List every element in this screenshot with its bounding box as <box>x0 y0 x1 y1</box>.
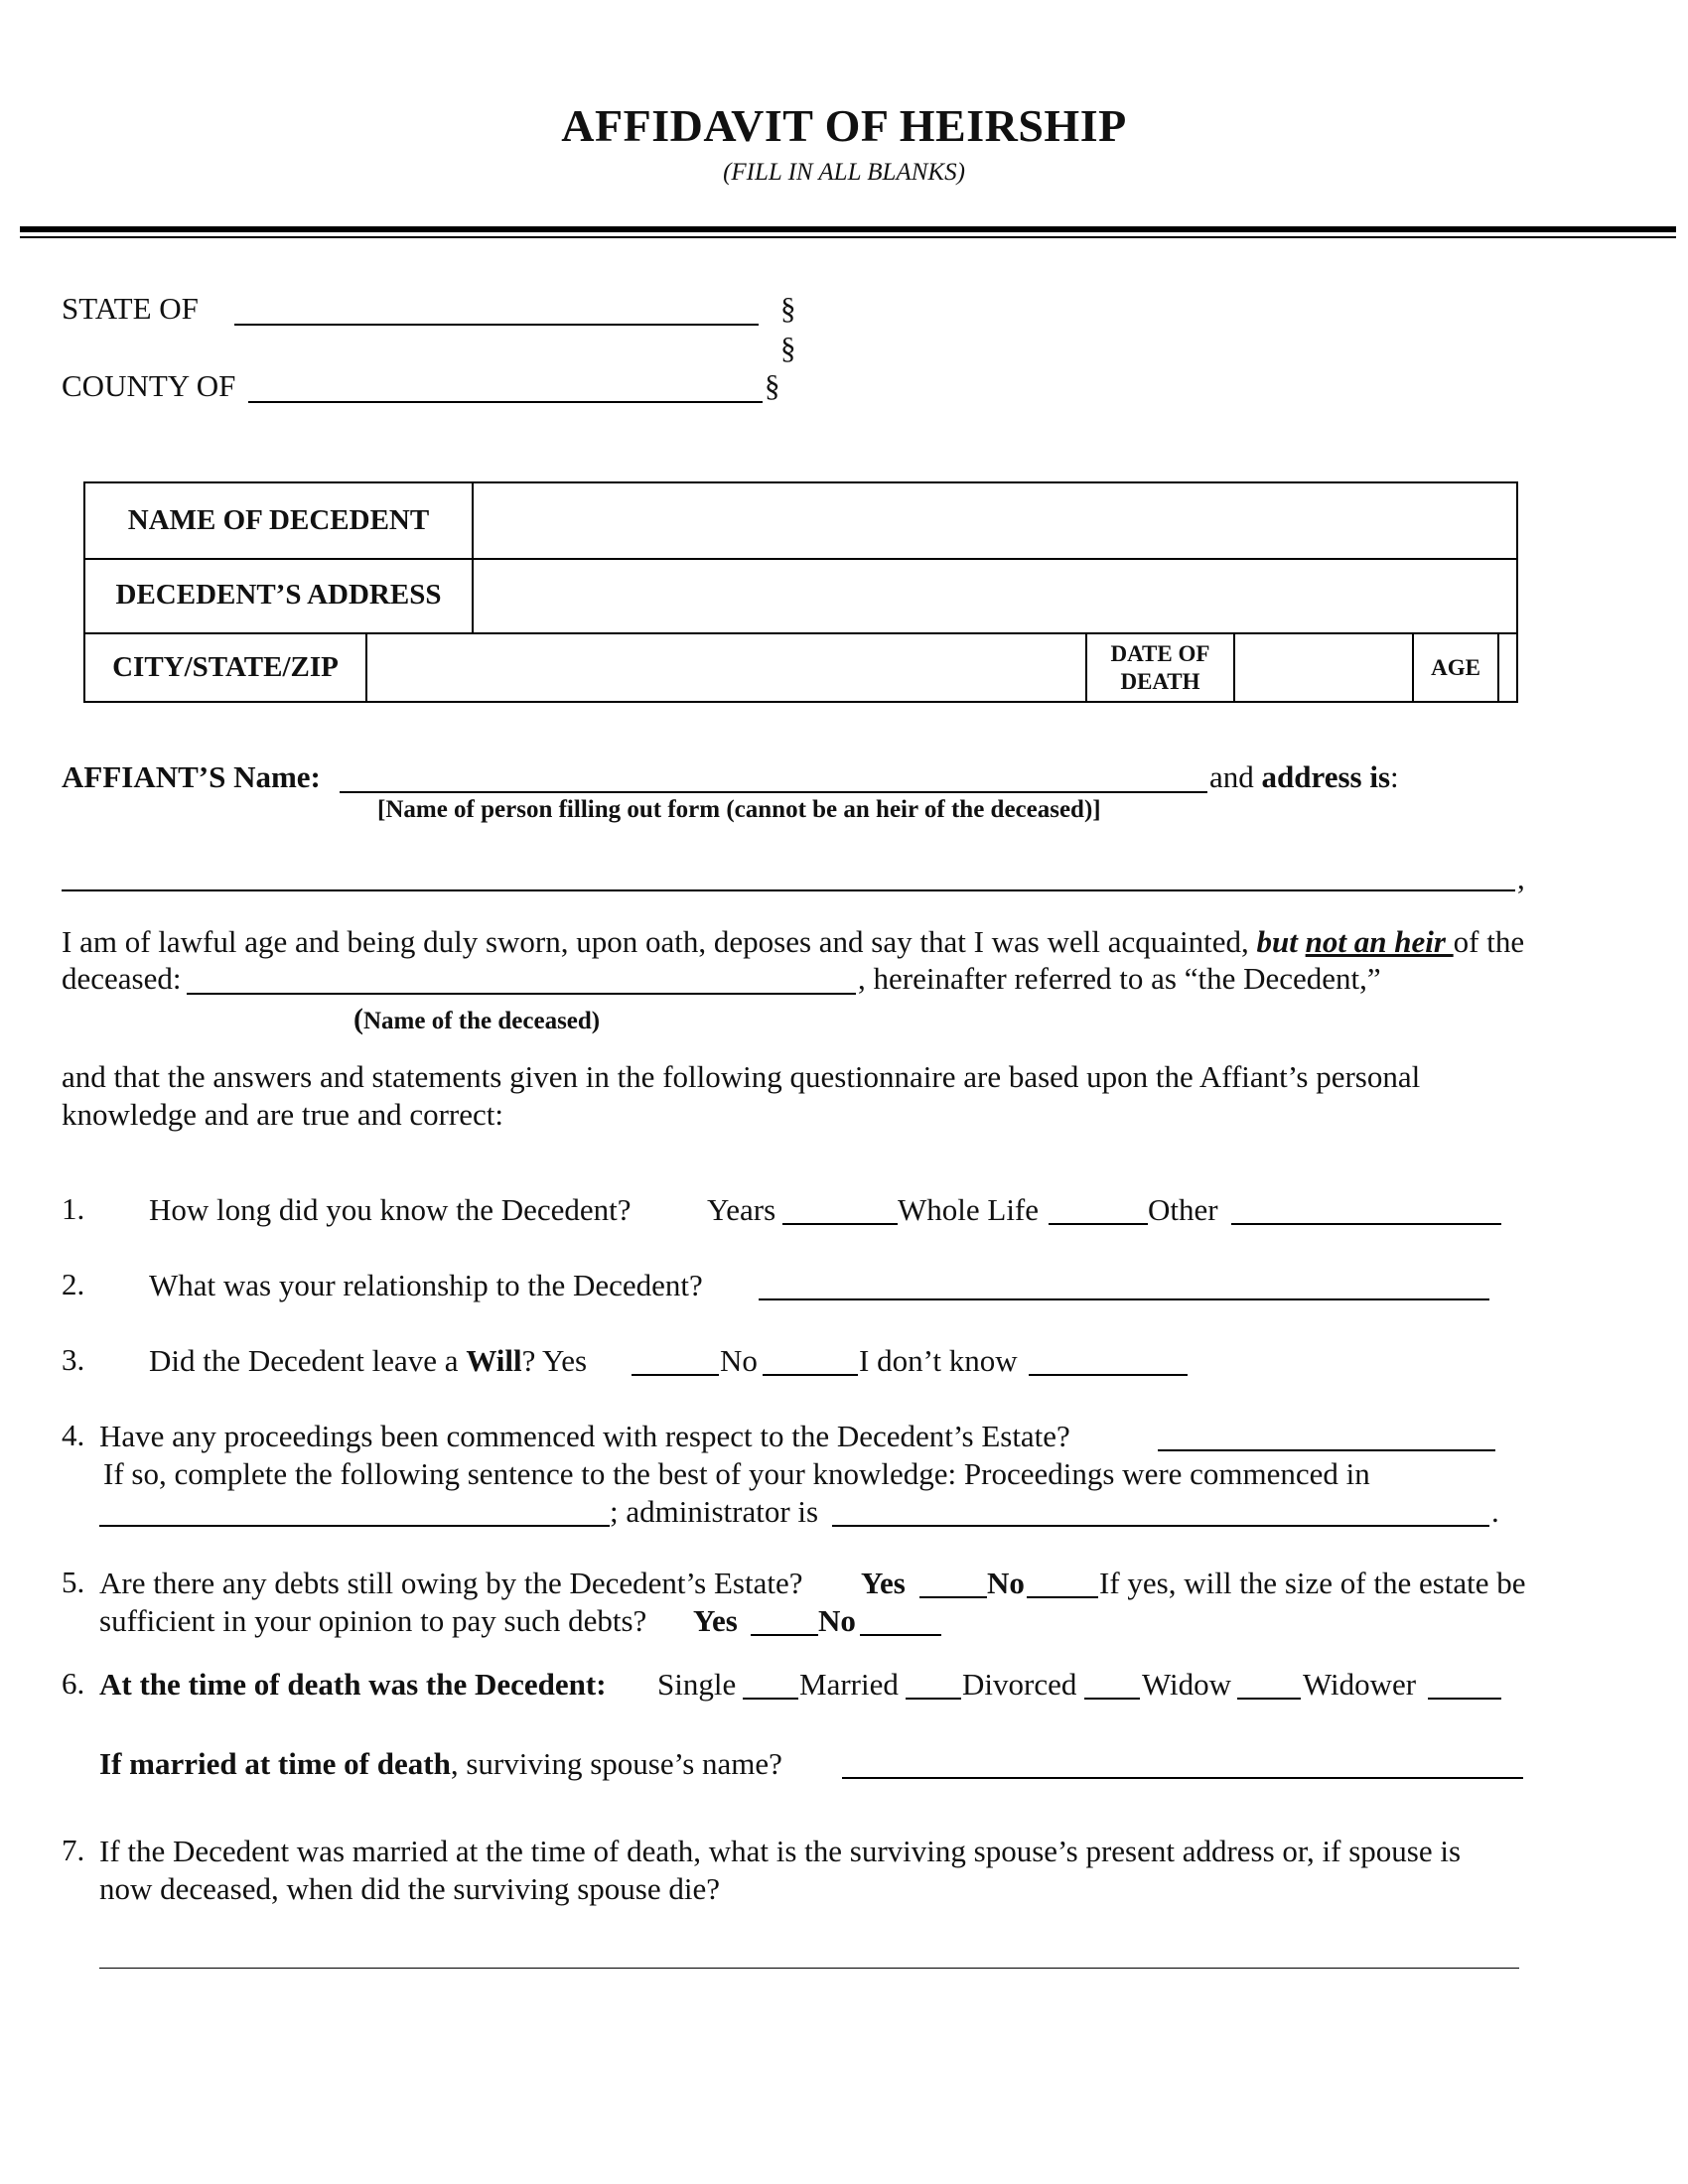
county-label: COUNTY OF <box>62 368 236 403</box>
affiant-address-label-group <box>1209 758 1399 796</box>
q5-no-field[interactable] <box>1027 1596 1098 1598</box>
q1-whole-life-label: Whole Life <box>898 1192 1040 1227</box>
q3-yes-field[interactable] <box>632 1374 719 1376</box>
statement-paragraph-2-line-2: knowledge and are true and correct: <box>62 1097 503 1132</box>
q2-relationship-field[interactable] <box>759 1298 1489 1300</box>
hereinafter-text: , hereinafter referred to as “the Decedent,” <box>858 961 1381 996</box>
address-colon: : <box>1390 759 1399 794</box>
q5-no2-label: No <box>818 1603 856 1638</box>
address-label: address is <box>1261 759 1391 794</box>
q4-line-2: If so, complete the following sentence to the best of your knowledge: Proceedings were commenced in <box>103 1456 1370 1491</box>
statement-line-1 <box>62 923 1670 961</box>
affiant-name-field[interactable] <box>340 791 1207 793</box>
q6-widow-field[interactable] <box>1237 1698 1301 1700</box>
age-field[interactable] <box>1499 634 1514 701</box>
q5-text-b: If yes, will the size of the estate be <box>1099 1566 1526 1600</box>
address-comma: , <box>1517 861 1525 895</box>
q6-text: At the time of death was the Decedent: <box>99 1667 607 1702</box>
q2-number: 2. <box>62 1267 85 1301</box>
q7-line-1: If the Decedent was married at the time of death, what is the surviving spouse’s present address or, if spouse is <box>99 1834 1462 1868</box>
statement-not-an-heir: not an heir <box>1305 924 1454 959</box>
decedent-address-field[interactable] <box>476 560 1514 630</box>
q1-other-field[interactable] <box>1231 1223 1501 1225</box>
q1-years-label: Years <box>707 1192 776 1227</box>
q4-period: . <box>1491 1494 1499 1529</box>
q1-text: How long did you know the Decedent? <box>149 1192 632 1227</box>
document-subtitle: (FILL IN ALL BLANKS) <box>723 159 965 186</box>
q4-commenced-in-field[interactable] <box>99 1525 610 1527</box>
county-field[interactable] <box>248 401 763 403</box>
q5-line-2: sufficient in your opinion to pay such debts? <box>99 1603 647 1638</box>
q1-number: 1. <box>62 1191 85 1226</box>
q5-number: 5. <box>62 1565 85 1599</box>
state-label: STATE OF <box>62 291 199 326</box>
state-field[interactable] <box>234 324 759 326</box>
city-state-zip-field[interactable] <box>367 632 1087 703</box>
q6-divorced-field[interactable] <box>1084 1698 1140 1700</box>
q3-no-label: No <box>720 1343 758 1378</box>
statement-paragraph-2-line-1: and that the answers and statements given in the following questionnaire are based upon the Affiant’s personal <box>62 1059 1421 1094</box>
q4-number: 4. <box>62 1418 85 1452</box>
q5-yes-label: Yes <box>861 1566 906 1600</box>
q3-will: Will <box>466 1343 522 1378</box>
city-state-zip-label: CITY/STATE/ZIP <box>85 632 367 703</box>
q4-proceedings-field[interactable] <box>1158 1449 1495 1451</box>
date-of-death-label-line1: DATE OF <box>1110 640 1210 666</box>
date-of-death-label-line2: DEATH <box>1120 668 1200 694</box>
q3-text-b: ? Yes <box>521 1343 588 1378</box>
date-of-death-field[interactable] <box>1235 632 1414 703</box>
affiant-name-label: AFFIANT’S Name: <box>62 759 321 794</box>
q7-answer-field[interactable] <box>99 1968 1519 1969</box>
deceased-label: deceased: <box>62 961 182 996</box>
q6-number: 6. <box>62 1666 85 1701</box>
decedent-info-table <box>83 481 1518 703</box>
and-label: and <box>1209 759 1262 794</box>
affiant-address-field[interactable] <box>62 889 1515 891</box>
q6-widow-label: Widow <box>1142 1667 1232 1702</box>
section-mark-1: § <box>780 291 796 326</box>
q5-text: Are there any debts still owing by the Decedent’s Estate? <box>99 1566 803 1600</box>
q3-dont-know-label: I don’t know <box>859 1343 1018 1378</box>
q1-whole-life-field[interactable] <box>1049 1223 1148 1225</box>
q6-married-field[interactable] <box>906 1698 961 1700</box>
affiant-name-hint: [Name of person filling out form (cannot be an heir of the deceased)] <box>377 796 1101 823</box>
q7-number: 7. <box>62 1833 85 1867</box>
q1-other-label: Other <box>1148 1192 1218 1227</box>
q6-spouse-line <box>99 1745 782 1783</box>
section-mark-2: § <box>780 331 796 365</box>
document-title: AFFIDAVIT OF HEIRSHIP <box>561 100 1127 151</box>
header-rule-thick <box>20 226 1676 232</box>
deceased-name-field[interactable] <box>187 993 856 995</box>
decedent-address-label: DECEDENT’S ADDRESS <box>85 558 474 632</box>
q3-number: 3. <box>62 1342 85 1377</box>
q6-widower-field[interactable] <box>1428 1698 1501 1700</box>
q1-years-field[interactable] <box>782 1223 898 1225</box>
q6-divorced-label: Divorced <box>962 1667 1077 1702</box>
date-of-death-label <box>1087 632 1235 703</box>
q5-yes2-field[interactable] <box>751 1634 818 1636</box>
q6-single-label: Single <box>657 1667 737 1702</box>
q4-administrator-label: ; administrator is <box>610 1494 819 1529</box>
q6-spouse-bold: If married at time of death <box>99 1746 451 1781</box>
q3-dont-know-field[interactable] <box>1029 1374 1188 1376</box>
q2-text: What was your relationship to the Decedent? <box>149 1268 703 1302</box>
statement-but: but <box>1256 924 1298 959</box>
q6-spouse-text: , surviving spouse’s name? <box>450 1746 782 1781</box>
q3-text <box>149 1342 587 1380</box>
q6-widower-label: Widower <box>1303 1667 1417 1702</box>
q3-no-field[interactable] <box>763 1374 858 1376</box>
q7-line-2: now deceased, when did the surviving spouse die? <box>99 1871 721 1906</box>
q4-administrator-field[interactable] <box>832 1525 1489 1527</box>
q6-spouse-name-field[interactable] <box>842 1777 1523 1779</box>
q5-yes2-label: Yes <box>693 1603 738 1638</box>
statement-of-the: of the <box>1453 924 1525 959</box>
name-of-decedent-field[interactable] <box>476 485 1514 556</box>
q6-single-field[interactable] <box>743 1698 798 1700</box>
affiant-name-line <box>62 758 321 796</box>
q3-text-a: Did the Decedent leave a <box>149 1343 467 1378</box>
section-mark-3: § <box>765 368 780 403</box>
q5-yes-field[interactable] <box>919 1596 987 1598</box>
statement-text-1: I am of lawful age and being duly sworn, upon oath, deposes and say that I was well acquainted, <box>62 924 1257 959</box>
header-rule-thin <box>20 236 1676 238</box>
q5-no2-field[interactable] <box>860 1634 941 1636</box>
q6-married-label: Married <box>799 1667 899 1702</box>
age-label: AGE <box>1414 632 1499 703</box>
deceased-name-hint: (Name of the deceased) <box>353 1003 601 1035</box>
name-of-decedent-label: NAME OF DECEDENT <box>85 483 474 558</box>
q5-no-label: No <box>987 1566 1025 1600</box>
q4-text: Have any proceedings been commenced with respect to the Decedent’s Estate? <box>99 1419 1070 1453</box>
